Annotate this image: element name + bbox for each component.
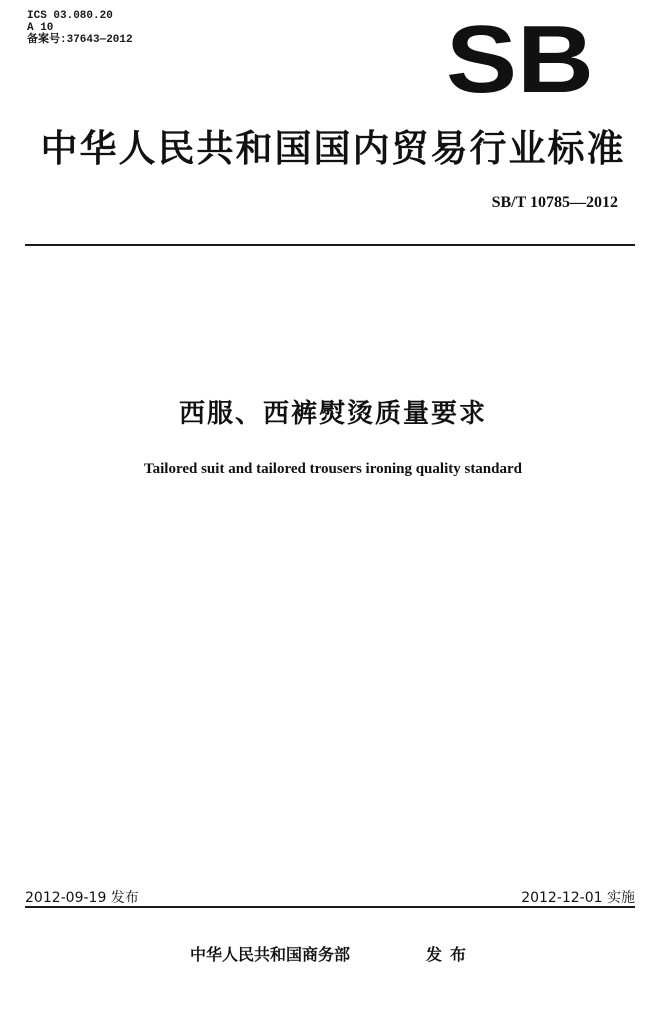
header-divider [25,244,635,246]
issue-date: 2012-09-19 发布 [25,890,139,906]
ics-code: ICS 03.080.20 [27,10,113,22]
implementation-date: 2012-12-01 实施 [521,890,635,906]
sb-logo [445,18,595,98]
classification-block [27,10,133,46]
publisher-name: 中华人民共和国商务部 [190,945,351,964]
document-title-english: Tailored suit and tailored trousers ironing quality standard [144,461,522,477]
footer-divider [25,906,635,908]
standard-code: SB/T 10785—2012 [491,194,618,211]
filing-number: 备案号:37643—2012 [27,34,133,46]
org-title: 中华人民共和国国内贸易行业标准 [40,127,626,170]
document-title-chinese: 西服、西裤熨烫质量要求 [178,399,487,429]
sb-logo-text: SB [446,18,594,98]
publish-label: 发布 [426,945,475,964]
ccs-code: A 10 [27,22,54,34]
